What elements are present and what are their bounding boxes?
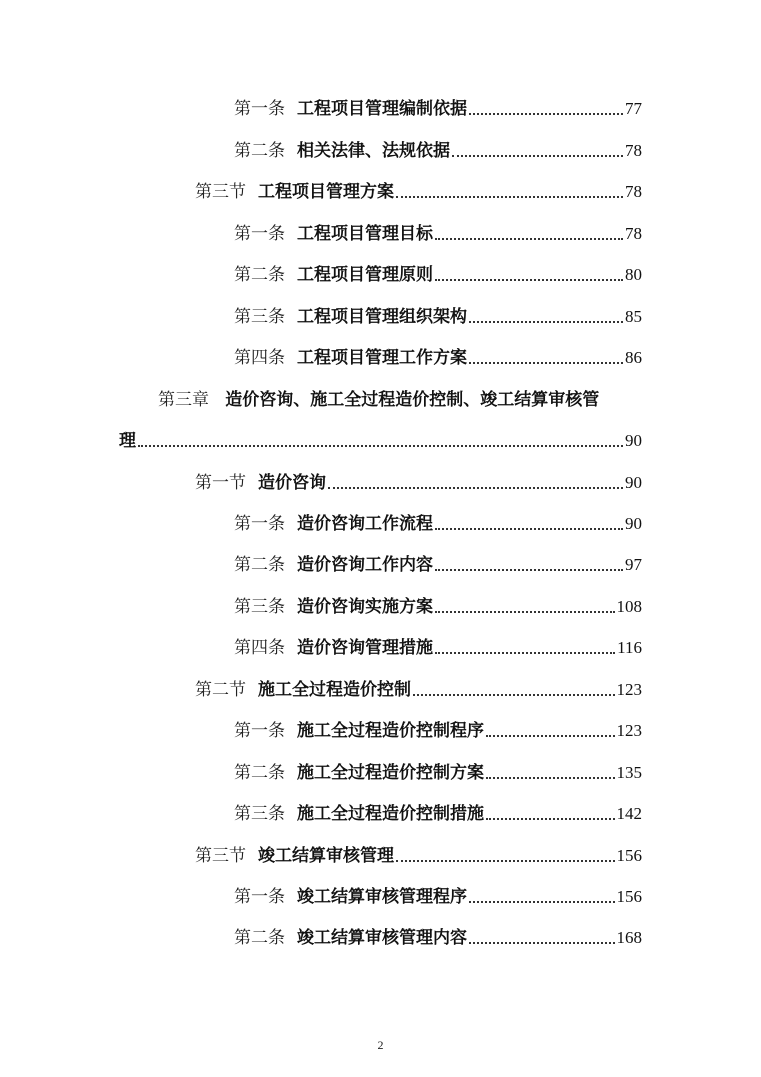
entry-label: 第二条	[234, 555, 285, 574]
entry-page: 156	[616, 887, 642, 906]
entry-title: 造价咨询工作流程	[297, 514, 433, 533]
entry-page: 86	[625, 348, 642, 367]
entry-label: 第二条	[234, 265, 285, 284]
entry-label: 第四条	[234, 348, 285, 367]
dot-leader	[486, 818, 615, 820]
dot-leader	[435, 528, 623, 530]
toc-entry[interactable]	[195, 844, 642, 868]
entry-title: 施工全过程造价控制	[258, 680, 411, 699]
entry-label: 第三条	[234, 307, 285, 326]
entry-label: 第三条	[234, 804, 285, 823]
dot-leader	[328, 487, 623, 489]
dot-leader	[452, 155, 623, 157]
entry-page: 123	[616, 721, 642, 740]
entry-label: 第一条	[234, 514, 285, 533]
entry-page: 85	[625, 307, 642, 326]
entry-page: 168	[616, 928, 642, 947]
dot-leader	[486, 735, 615, 737]
entry-page: 97	[625, 555, 642, 574]
toc-entry[interactable]	[234, 926, 642, 950]
dot-leader	[435, 279, 623, 281]
entry-label: 第三条	[234, 597, 285, 616]
entry-label: 第二条	[234, 141, 285, 160]
toc-entry[interactable]	[195, 678, 642, 702]
dot-leader	[138, 445, 623, 447]
entry-page: 90	[625, 473, 642, 492]
entry-title: 工程项目管理组织架构	[297, 307, 467, 326]
dot-leader	[435, 238, 623, 240]
toc-entry[interactable]	[234, 346, 642, 370]
toc-entry[interactable]	[234, 595, 642, 619]
entry-label: 第二节	[195, 680, 246, 699]
chapter-title-line1: 造价咨询、施工全过程造价控制、竣工结算审核管	[225, 390, 600, 409]
toc-entry[interactable]	[234, 512, 642, 536]
entry-label: 第二条	[234, 763, 285, 782]
entry-page: 116	[617, 638, 642, 657]
toc-entry[interactable]	[234, 636, 642, 660]
entry-title: 相关法律、法规依据	[297, 141, 450, 160]
entry-label: 第三节	[195, 182, 246, 201]
entry-title: 造价咨询工作内容	[297, 555, 433, 574]
entry-title: 造价咨询	[258, 473, 326, 492]
toc-entry[interactable]	[195, 180, 642, 204]
toc-chapter-entry-continued[interactable]	[119, 429, 642, 453]
entry-title: 造价咨询管理措施	[297, 638, 433, 657]
toc-entry[interactable]	[234, 222, 642, 246]
entry-label: 第三节	[195, 846, 246, 865]
toc-entry[interactable]	[234, 719, 642, 743]
entry-title: 施工全过程造价控制方案	[297, 763, 484, 782]
entry-title: 工程项目管理工作方案	[297, 348, 467, 367]
entry-title: 造价咨询实施方案	[297, 597, 433, 616]
toc-entry[interactable]	[195, 471, 642, 495]
dot-leader	[469, 113, 623, 115]
entry-title: 施工全过程造价控制措施	[297, 804, 484, 823]
toc-entry[interactable]	[234, 305, 642, 329]
entry-label: 第一节	[195, 473, 246, 492]
dot-leader	[396, 860, 615, 862]
entry-label: 第一条	[234, 224, 285, 243]
entry-page: 142	[616, 804, 642, 823]
dot-leader	[413, 694, 615, 696]
entry-label: 第二条	[234, 928, 285, 947]
toc-entry[interactable]	[234, 761, 642, 785]
dot-leader	[469, 901, 615, 903]
chapter-title-line2: 理	[119, 431, 136, 450]
entry-label: 第一条	[234, 721, 285, 740]
toc-entry[interactable]	[234, 553, 642, 577]
dot-leader	[469, 321, 623, 323]
entry-title: 工程项目管理原则	[297, 265, 433, 284]
toc-entry[interactable]	[234, 263, 642, 287]
entry-page: 78	[625, 224, 642, 243]
toc-entry[interactable]	[234, 885, 642, 909]
page-number: 2	[377, 1038, 384, 1052]
entry-title: 工程项目管理方案	[258, 182, 394, 201]
entry-title: 工程项目管理编制依据	[297, 99, 467, 118]
entry-page: 156	[616, 846, 642, 865]
entry-page: 108	[616, 597, 642, 616]
entry-title: 竣工结算审核管理	[258, 846, 394, 865]
chapter-label: 第三章	[158, 390, 209, 409]
entry-title: 施工全过程造价控制程序	[297, 721, 484, 740]
entry-label: 第一条	[234, 887, 285, 906]
dot-leader	[469, 942, 615, 944]
toc-entry[interactable]	[234, 802, 642, 826]
chapter-page: 90	[625, 431, 642, 450]
dot-leader	[435, 611, 615, 613]
dot-leader	[435, 652, 615, 654]
dot-leader	[396, 196, 623, 198]
entry-page: 123	[616, 680, 642, 699]
entry-title: 工程项目管理目标	[297, 224, 433, 243]
dot-leader	[469, 362, 623, 364]
entry-page: 78	[625, 141, 642, 160]
dot-leader	[486, 777, 615, 779]
toc-chapter-entry[interactable]	[158, 388, 599, 412]
toc-entry[interactable]	[234, 139, 642, 163]
toc-entry[interactable]	[234, 97, 642, 121]
entry-title: 竣工结算审核管理程序	[297, 887, 467, 906]
entry-page: 80	[625, 265, 642, 284]
entry-page: 135	[616, 763, 642, 782]
entry-page: 90	[625, 514, 642, 533]
entry-title: 竣工结算审核管理内容	[297, 928, 467, 947]
entry-label: 第一条	[234, 99, 285, 118]
entry-page: 77	[625, 99, 642, 118]
dot-leader	[435, 569, 623, 571]
entry-label: 第四条	[234, 638, 285, 657]
entry-page: 78	[625, 182, 642, 201]
